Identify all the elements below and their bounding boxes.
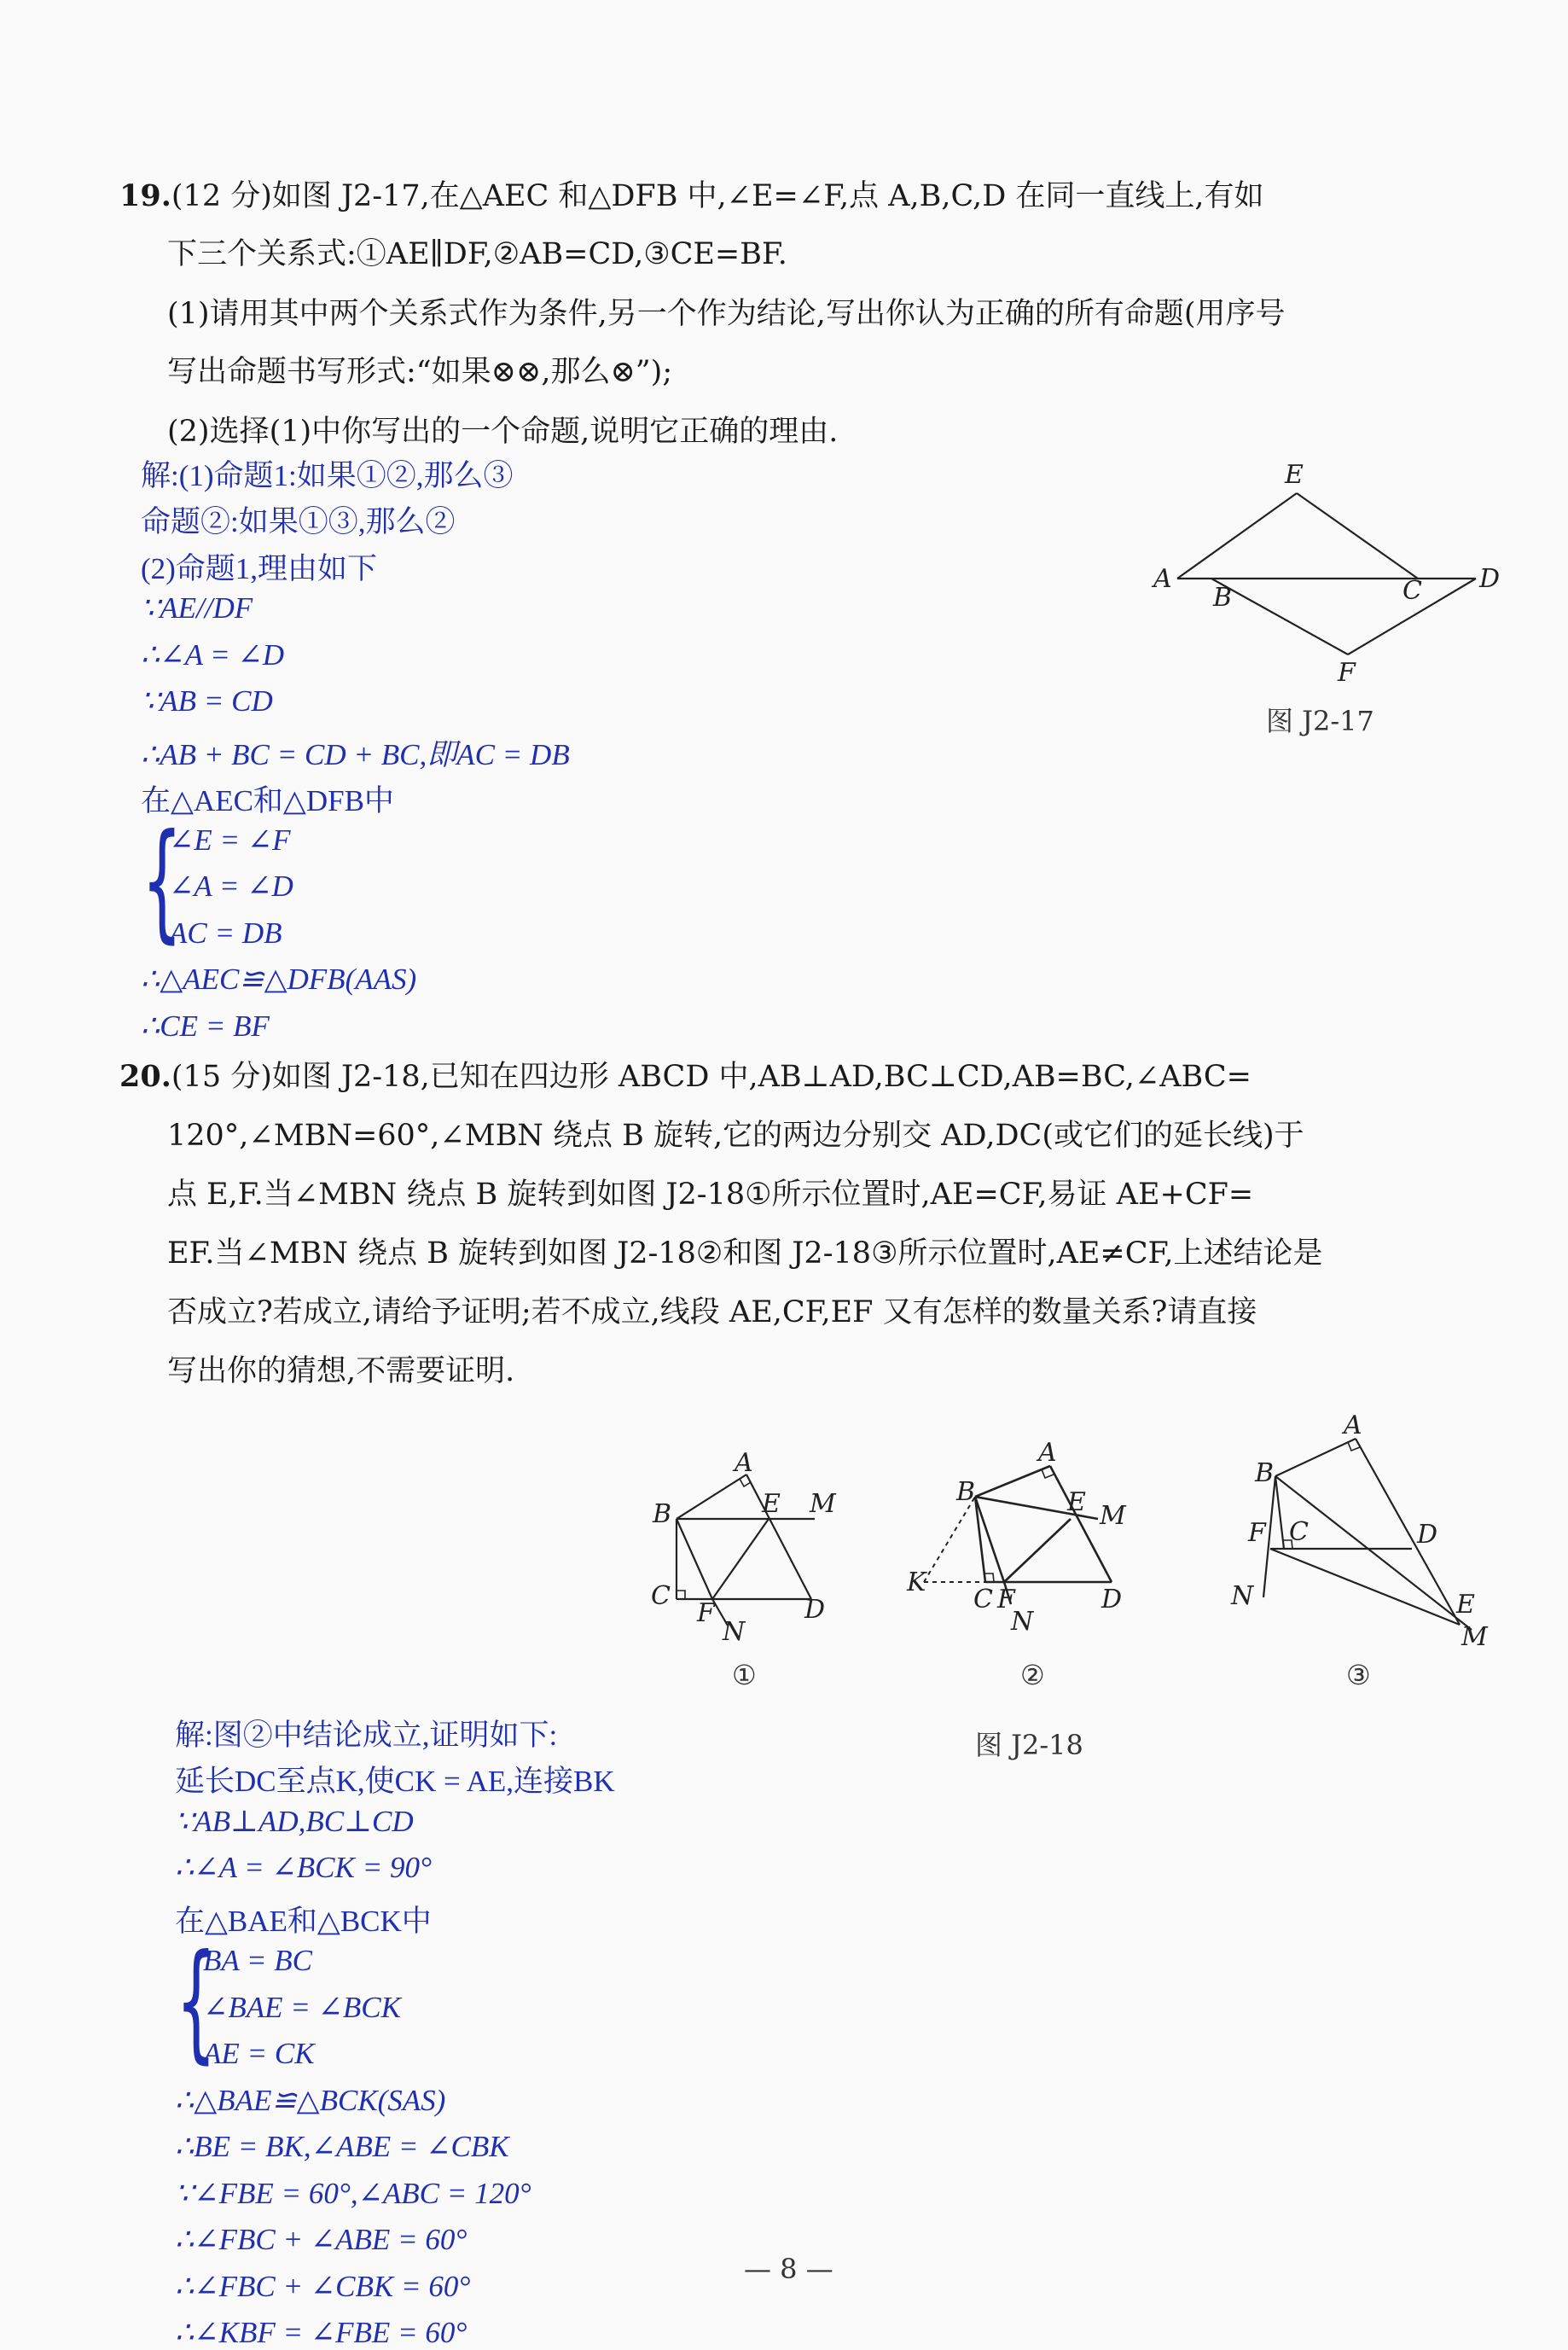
q20-conclusion-line-3: ∵∠FBE = 60°,∠ABC = 120° (175, 2177, 531, 2210)
fig2-label-c: C (973, 1585, 993, 1614)
point-label-a: A (1153, 564, 1172, 594)
fig2-label-n: N (1011, 1607, 1034, 1637)
point-label-d: D (1479, 564, 1501, 594)
right-angle-c (677, 1591, 685, 1599)
figure-j2-18-3-label: ③ (1346, 1659, 1371, 1691)
figure-j2-18-1-label: ① (732, 1659, 757, 1691)
fig1-label-n: N (723, 1617, 746, 1647)
segment-ba (975, 1466, 1050, 1497)
fig3-label-f: F (1248, 1518, 1266, 1548)
figure-j2-18-2-label: ② (1020, 1659, 1045, 1691)
segment-ec (1297, 493, 1418, 579)
figure-j2-18-caption: 图 J2-18 (975, 1729, 1083, 1761)
q19-system-brace: { (142, 807, 183, 956)
fig3-label-n: N (1231, 1581, 1254, 1611)
fig1-label-e: E (762, 1489, 781, 1519)
q19-answer-line-2: 命题②:如果①③,那么② (141, 505, 456, 538)
figure-j2-18-3 (1216, 1399, 1506, 1655)
q20-answer-line-3: ∵AB⊥AD,BC⊥CD (175, 1805, 414, 1838)
point-label-b: B (1213, 583, 1233, 613)
q19-number: 19. (119, 178, 171, 213)
figure-j2-17-caption: 图 J2-17 (1266, 705, 1374, 737)
fig3-label-m: M (1461, 1622, 1488, 1652)
q20-line3: 点 E,F.当∠MBN 绕点 B 旋转到如图 J2-18①所示位置时,AE=CF,易证 AE+CF= (167, 1178, 1254, 1212)
q20-answer-line-5: 在△BAE和△BCK中 (175, 1905, 432, 1938)
q20-system-line-1: BA = BC (203, 1944, 312, 1977)
q19-line5: (2)选择(1)中你写出的一个命题,说明它正确的理由. (167, 415, 839, 449)
fig2-label-a: A (1038, 1438, 1057, 1468)
q20-conclusion-line-6: ∴∠KBF = ∠FBE = 60° (175, 2316, 467, 2349)
fig2-label-b: B (956, 1477, 976, 1507)
q19-line2: 下三个关系式:①AE∥DF,②AB=CD,③CE=BF. (167, 237, 787, 271)
segment-kb-dashed (924, 1497, 975, 1582)
page-number: — 8 — (744, 2253, 833, 2285)
q19-answer-line-8: 在△AEC和△DFB中 (141, 784, 394, 817)
fig2-label-f: F (997, 1585, 1015, 1614)
point-label-e: E (1285, 460, 1304, 490)
fig1-label-f: F (697, 1598, 715, 1628)
q20-line1: 20.(15 分)如图 J2-18,已知在四边形 ABCD 中,AB⊥AD,BC⊥CD,AB=BC,∠ABC= (119, 1059, 1251, 1094)
fig1-label-b: B (653, 1499, 672, 1529)
fig3-label-c: C (1289, 1517, 1309, 1547)
fig1-label-c: C (651, 1581, 671, 1611)
q20-line2: 120°,∠MBN=60°,∠MBN 绕点 B 旋转,它的两边分别交 AD,DC(或它们的延长线)于 (167, 1119, 1304, 1153)
q20-conclusion-line-1: ∴△BAE≌△BCK(SAS) (175, 2084, 446, 2117)
q20-line4: EF.当∠MBN 绕点 B 旋转到如图 J2-18②和图 J2-18③所示位置时,AE≠CF,上述结论是 (167, 1236, 1323, 1271)
q20-conclusion-line-2: ∴BE = BK,∠ABE = ∠CBK (175, 2130, 509, 2163)
fig2-label-k: K (907, 1568, 926, 1597)
fig3-label-e: E (1456, 1590, 1475, 1620)
fig1-label-a: A (735, 1451, 753, 1478)
q19-system-line-3: AC = DB (169, 916, 282, 950)
q19-line4: 写出命题书写形式:“如果⊗⊗,那么⊗”); (167, 355, 673, 389)
q19-answer-line-4: ∵AE//DF (141, 591, 253, 625)
figure-j2-18-2 (900, 1425, 1156, 1655)
point-label-f: F (1338, 658, 1356, 688)
segment-fe (1270, 1549, 1460, 1625)
fig1-label-m: M (810, 1489, 836, 1519)
q19-line3: (1)请用其中两个关系式作为条件,另一个作为结论,写出你认为正确的所有命题(用序号 (167, 297, 1286, 331)
q20-system-line-2: ∠BAE = ∠BCK (203, 1991, 401, 2024)
fig2-label-d: D (1101, 1585, 1123, 1614)
point-label-c: C (1402, 576, 1422, 606)
segment-ae (1177, 493, 1297, 579)
segment-fe (1004, 1519, 1071, 1582)
q19-line1: 19.(12 分)如图 J2-17,在△AEC 和△DFB 中,∠E=∠F,点 A,B,C,D 在同一直线上,有如 (119, 178, 1264, 213)
q20-system-line-3: AE = CK (203, 2037, 315, 2070)
fig3-label-b: B (1255, 1458, 1275, 1488)
q20-line5: 否成立?若成立,请给予证明;若不成立,线段 AE,CF,EF 又有怎样的数量关系?请直接 (167, 1295, 1257, 1329)
segment-fe (712, 1519, 769, 1599)
q20-conclusion-line-4: ∴∠FBC + ∠ABE = 60° (175, 2223, 467, 2256)
q20-system-brace: { (176, 1928, 217, 2076)
fig3-label-a: A (1344, 1411, 1362, 1440)
ray-bn-part (677, 1519, 712, 1599)
q19-answer-line-5: ∴∠A = ∠D (141, 638, 285, 672)
q19-conclusion-line-2: ∴CE = BF (141, 1009, 270, 1043)
ray-bm (1275, 1476, 1472, 1630)
q20-answer-line-1: 解:图②中结论成立,证明如下: (175, 1719, 558, 1752)
segment-ba (1275, 1439, 1356, 1476)
fig2-label-m: M (1100, 1501, 1126, 1531)
q19-system-line-2: ∠A = ∠D (169, 870, 293, 903)
q20-conclusion-line-5: ∴∠FBC + ∠CBK = 60° (175, 2270, 471, 2303)
q19-answer-line-3: (2)命题1,理由如下 (141, 552, 378, 585)
ray-ad (1356, 1439, 1460, 1625)
fig1-label-d: D (804, 1595, 826, 1625)
q20-number: 20. (119, 1059, 171, 1094)
q20-line6: 写出你的猜想,不需要证明. (167, 1354, 515, 1388)
segment-bc (1275, 1476, 1284, 1549)
fig3-label-d: D (1417, 1520, 1438, 1550)
fig2-label-e: E (1067, 1487, 1086, 1517)
q20-answer-line-4: ∴∠A = ∠BCK = 90° (175, 1851, 432, 1884)
q19-system-line-1: ∠E = ∠F (169, 823, 291, 857)
q19-answer-line-1: 解:(1)命题1:如果①②,那么③ (141, 459, 514, 492)
q19-answer-line-7: ∴AB + BC = CD + BC,即AC = DB (141, 738, 570, 771)
q19-conclusion-line-1: ∴△AEC≌△DFB(AAS) (141, 963, 417, 996)
q20-answer-line-2: 延长DC至点K,使CK = AE,连接BK (175, 1765, 615, 1798)
segment-ba (677, 1475, 746, 1519)
figure-j2-18-1 (644, 1451, 866, 1655)
figure-j2-17 (1135, 452, 1510, 691)
q19-answer-line-6: ∵AB = CD (141, 684, 273, 718)
